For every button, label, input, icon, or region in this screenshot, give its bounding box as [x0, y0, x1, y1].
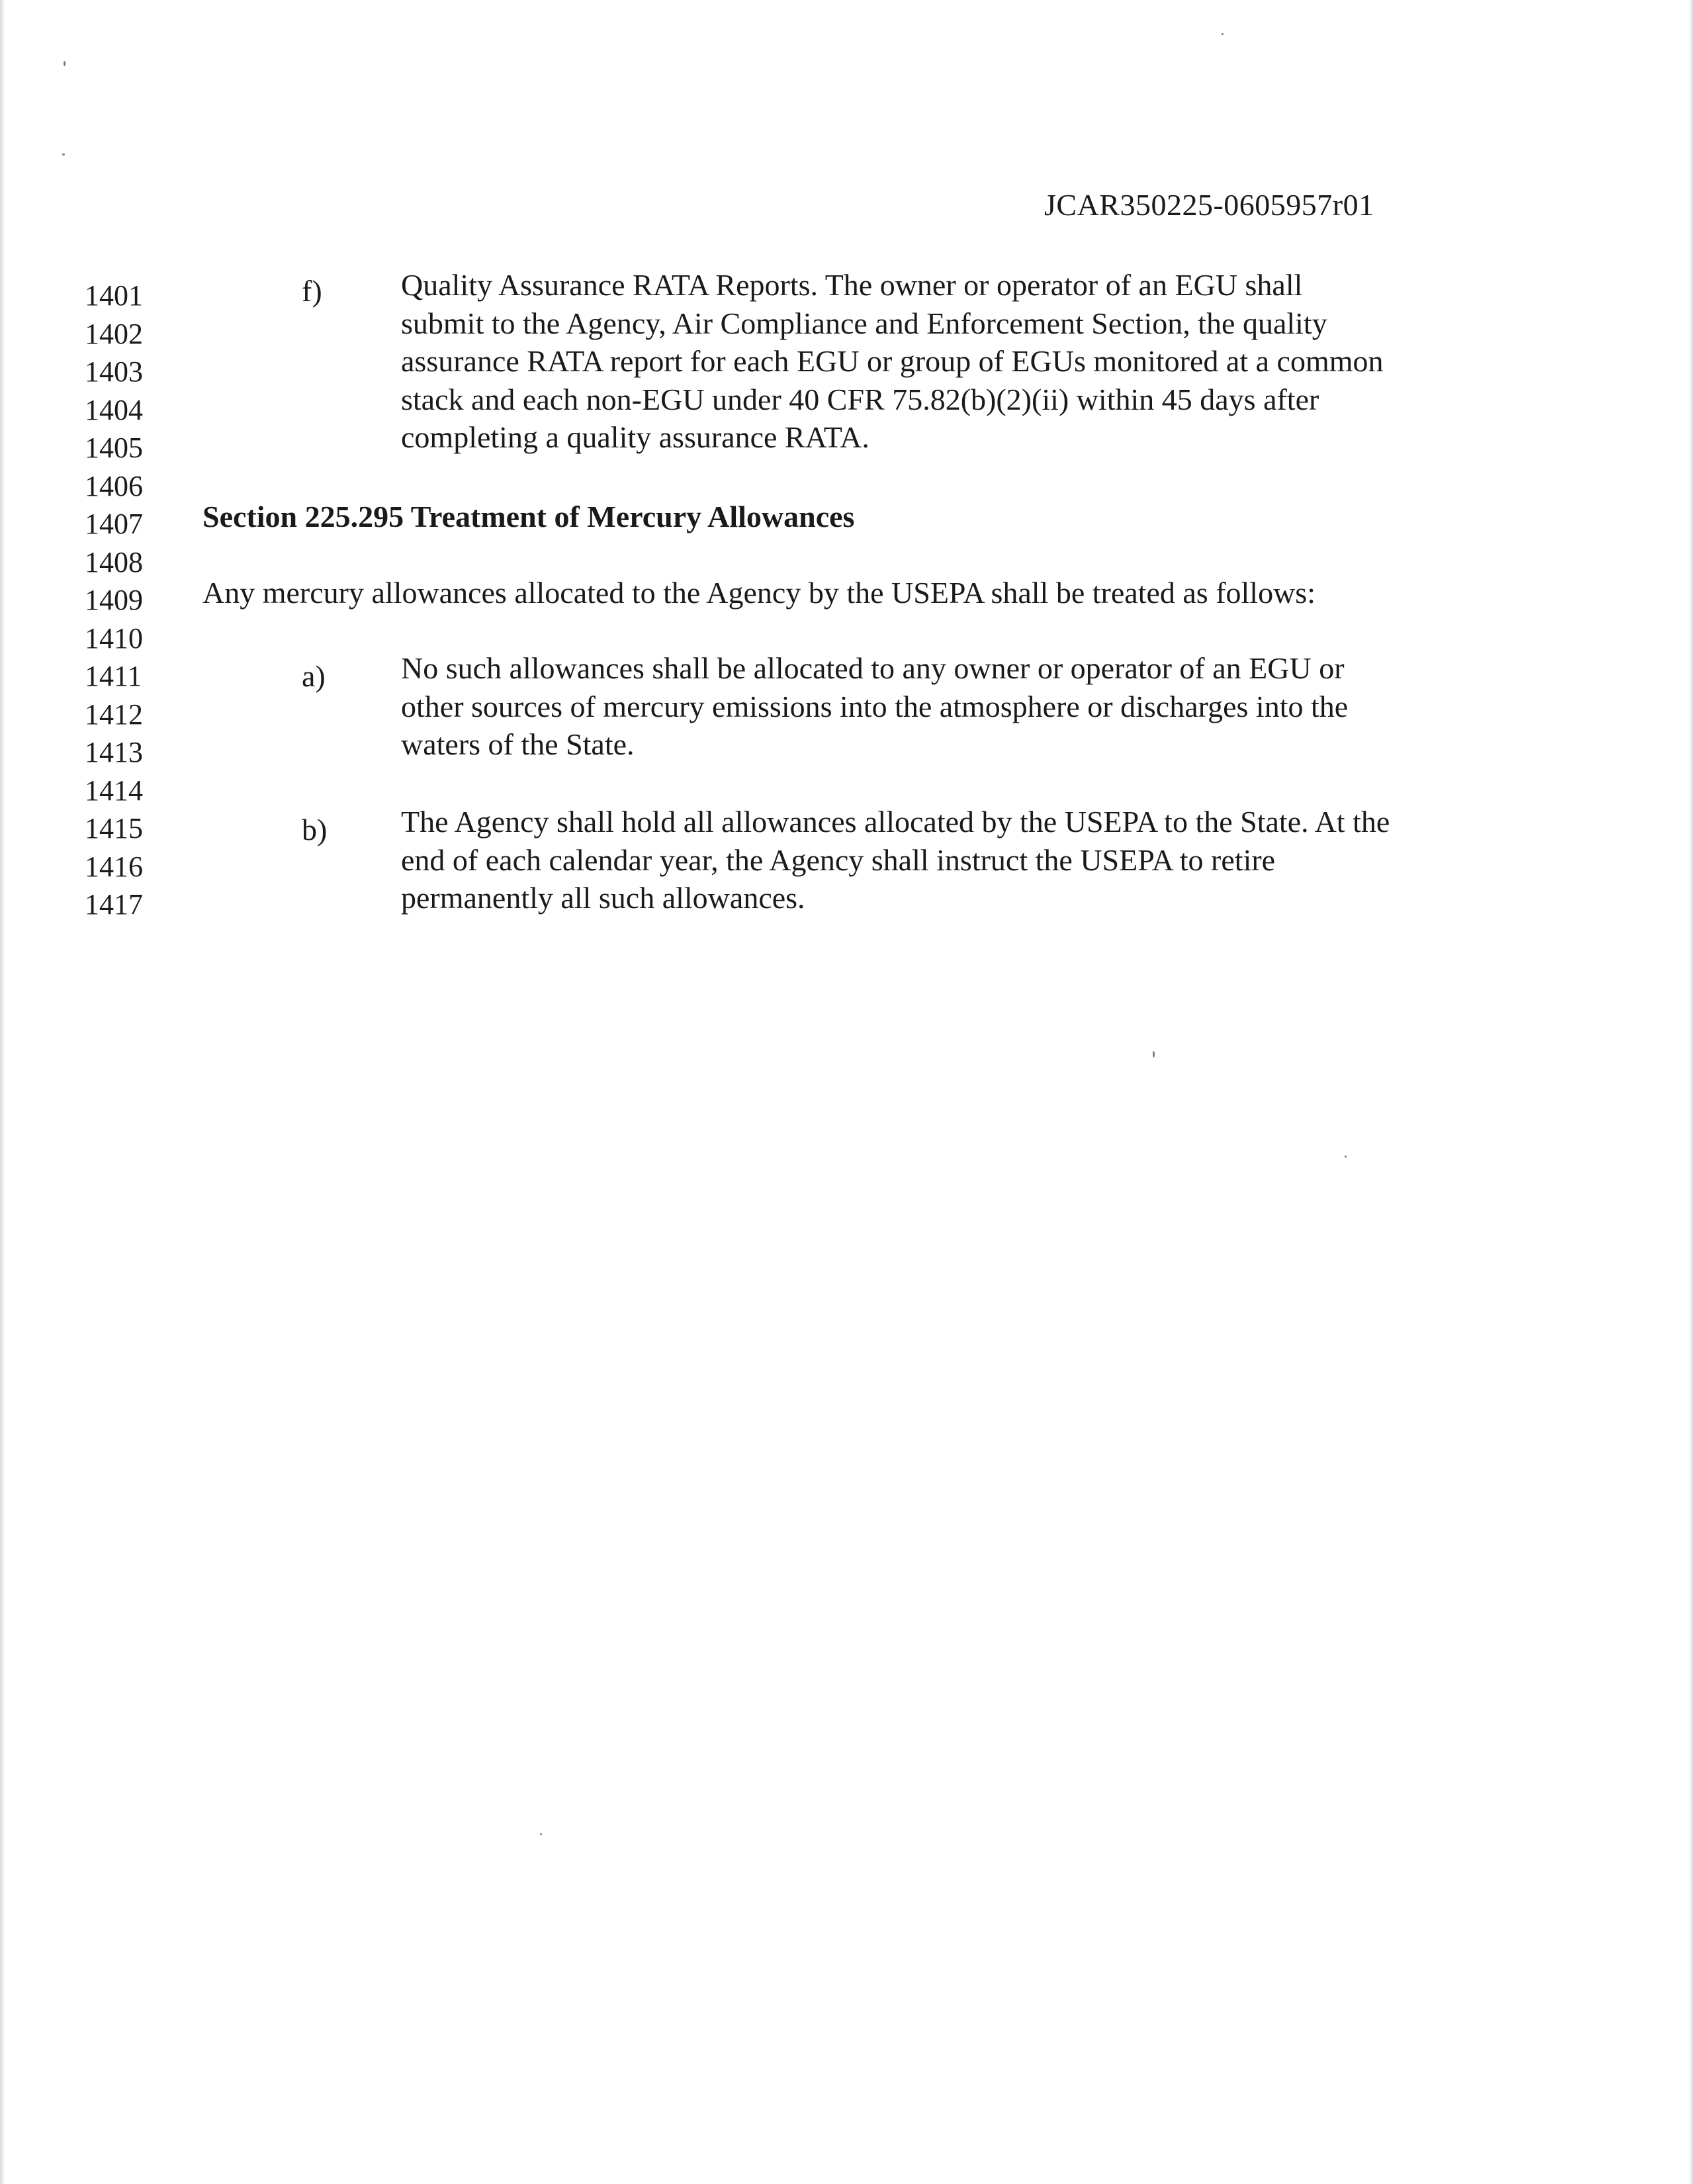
line-number: 1413 [85, 736, 143, 768]
section-heading: Section 225.295 Treatment of Mercury Allowances [202, 500, 855, 533]
paragraph-line: Quality Assurance RATA Reports. The owner or operator of an EGU shall [401, 268, 1303, 302]
line-number: 1416 [85, 850, 143, 883]
paragraph-line: waters of the State. [401, 727, 635, 761]
intro-paragraph: Any mercury allowances allocated to the Agency by the USEPA shall be treated as follows: [202, 576, 1315, 610]
scan-speck [1222, 33, 1224, 35]
item-f-text [401, 266, 1384, 457]
line-number: 1406 [85, 469, 143, 502]
line-number-gutter [85, 277, 164, 924]
line-number: 1409 [85, 584, 143, 616]
line-number: 1408 [85, 545, 143, 578]
scan-speck [62, 154, 65, 156]
line-number: 1414 [85, 774, 143, 807]
scan-edge-left [0, 0, 5, 2184]
item-a-text [401, 649, 1348, 764]
paragraph-line: assurance RATA report for each EGU or group of EGUs monitored at a common [401, 344, 1384, 378]
line-number: 1417 [85, 888, 143, 921]
paragraph-line: completing a quality assurance RATA. [401, 420, 869, 454]
scan-speck [1153, 1051, 1155, 1058]
scan-speck [64, 61, 66, 66]
scan-speck [1345, 1156, 1347, 1158]
paragraph-line: end of each calendar year, the Agency shall instruct the USEPA to retire [401, 842, 1276, 877]
line-number: 1405 [85, 432, 143, 464]
paragraph-line: stack and each non-EGU under 40 CFR 75.82(b)(2)(ii) within 45 days after [401, 382, 1319, 416]
paragraph-line: No such allowances shall be allocated to any owner or operator of an EGU or [401, 651, 1345, 685]
document-id: JCAR350225-0605957r01 [1044, 188, 1374, 222]
line-number: 1403 [85, 355, 143, 388]
scan-speck [540, 1833, 542, 1835]
line-number: 1402 [85, 317, 143, 350]
item-a-marker: a) [302, 659, 326, 693]
line-number: 1410 [85, 621, 143, 655]
line-number: 1401 [85, 279, 143, 312]
line-number: 1412 [85, 698, 143, 731]
paragraph-line: permanently all such allowances. [401, 881, 805, 915]
line-number: 1415 [85, 812, 143, 844]
line-number: 1407 [85, 508, 143, 540]
paragraph-line: other sources of mercury emissions into the atmosphere or discharges into the [401, 689, 1349, 723]
paragraph-line: The Agency shall hold all allowances allocated by the USEPA to the State. At the [401, 805, 1390, 839]
line-number: 1411 [85, 660, 142, 692]
scan-edge-right [1689, 0, 1694, 2184]
item-b-text [401, 803, 1390, 917]
paragraph-line: submit to the Agency, Air Compliance and Enforcement Section, the quality [401, 306, 1327, 340]
item-f-marker: f) [302, 274, 322, 308]
line-number: 1404 [85, 393, 143, 426]
item-b-marker: b) [302, 813, 328, 846]
